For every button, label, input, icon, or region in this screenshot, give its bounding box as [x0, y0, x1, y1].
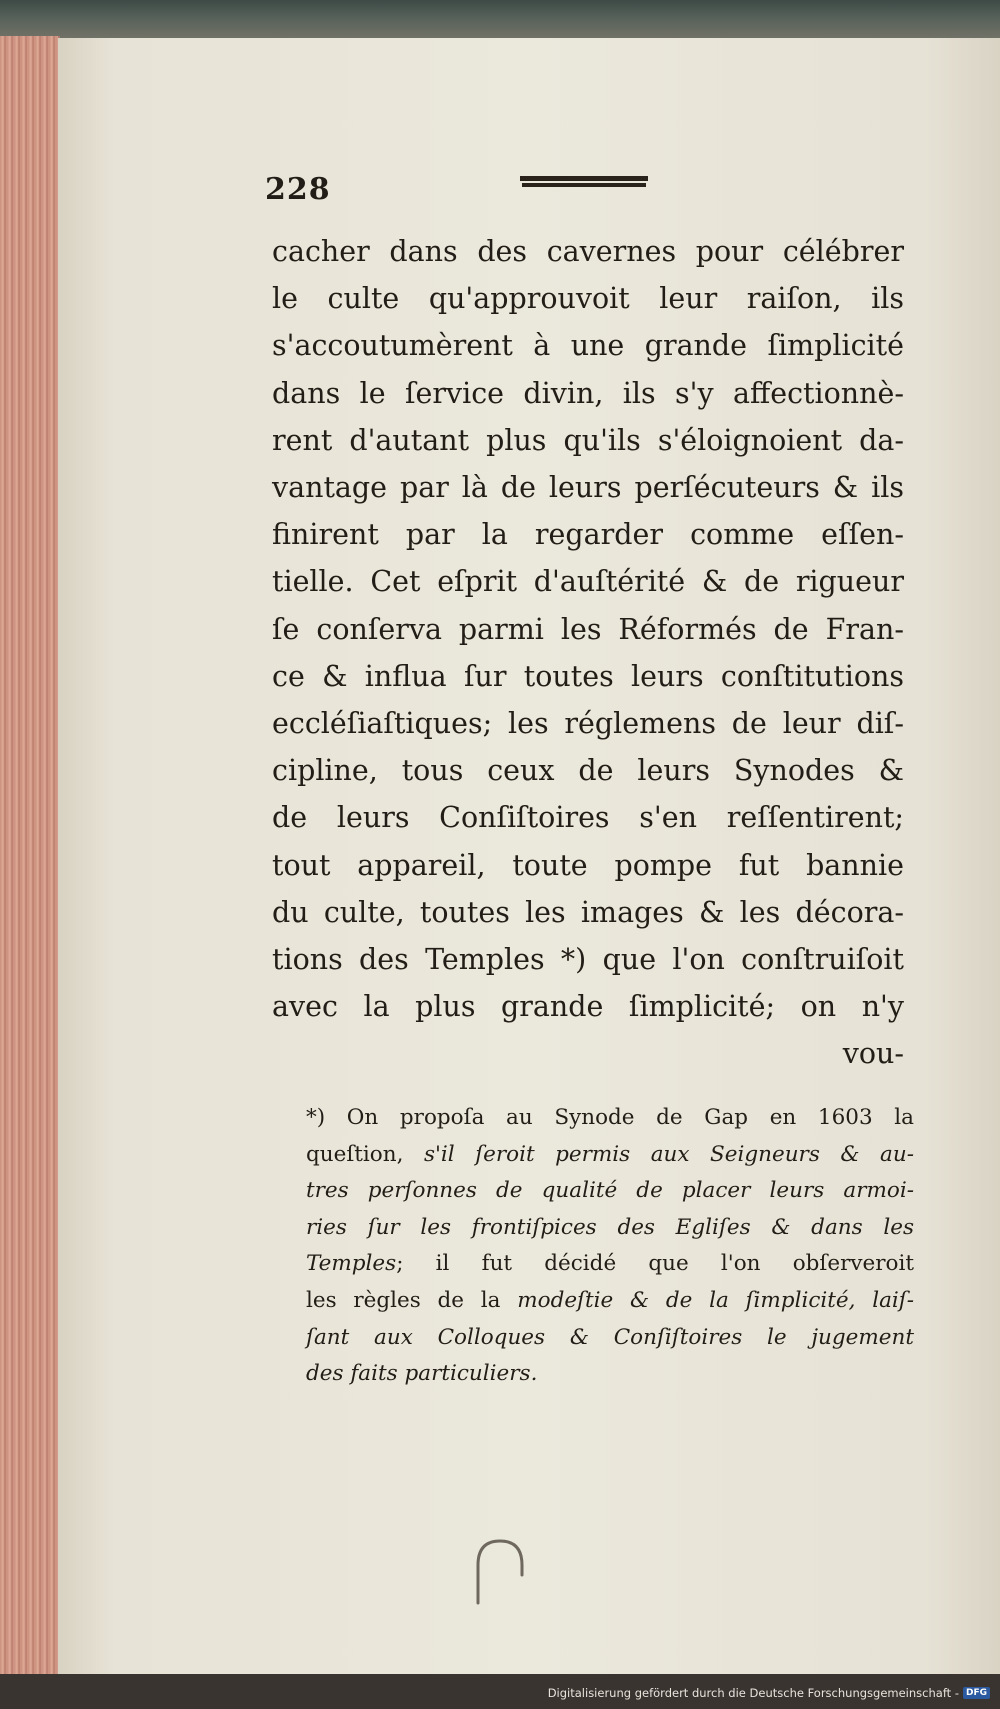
bleed-through-arch-mark — [470, 1535, 530, 1605]
text-line: rent d'autant plus qu'ils s'éloignoient da- — [272, 423, 904, 457]
credit-text: Digitalisierung gefördert durch die Deutsche Forschungsgemeinschaft - — [547, 1686, 959, 1700]
text-line: s'accoutumèrent à une grande ſimplicité — [272, 329, 904, 363]
text-line: tions des Temples *) que l'on conſtruiſoit — [272, 943, 904, 977]
footnote-block — [306, 1100, 914, 1393]
footnote-italic-text: s'il ſeroit permis aux Seigneurs & au- — [423, 1141, 914, 1167]
ornament-bar-top — [520, 176, 648, 181]
main-text-block — [272, 228, 904, 1078]
page-stack-edges — [0, 36, 60, 1676]
text-line: tielle. Cet eſprit d'auſtérité & de rigueur — [272, 565, 904, 599]
footnote-line — [306, 1356, 914, 1393]
text-line: tout appareil, toute pompe fut bannie — [272, 848, 904, 882]
footnote-line — [306, 1246, 914, 1283]
footnote-text: queſtion, — [306, 1141, 424, 1167]
text-line: eccléſiaſtiques; les réglemens de leur diſ- — [272, 707, 904, 741]
footnote-italic-text: des faits particuliers. — [306, 1361, 538, 1387]
text-line: finirent par la regarder comme eſſen- — [272, 518, 904, 552]
footnote-text: On propoſa au Synode de Gap en 1603 la — [346, 1105, 914, 1130]
footnote-italic-text: tres perſonnes de qualité de placer leurs armoi- — [306, 1178, 914, 1204]
ornament-bar-bottom — [522, 183, 646, 187]
footnote-text: ; il fut décidé que l'on obſerveroit — [396, 1251, 914, 1277]
footnote-line — [306, 1137, 914, 1174]
footnote-text: les règles de la — [306, 1287, 518, 1313]
dfg-logo-icon: DFG — [963, 1687, 990, 1699]
footnote-line — [306, 1100, 914, 1137]
text-line: cacher dans des cavernes pour célébrer — [272, 235, 904, 268]
footnote-italic-text: ſant aux Colloques & Conſiſtoires le jugement — [306, 1324, 914, 1350]
digitization-credit — [548, 1686, 990, 1700]
arch-stroke — [478, 1541, 522, 1603]
text-line: dans le ſervice divin, ils s'y affectionnè- — [272, 376, 904, 410]
footnote-line — [306, 1283, 914, 1320]
text-line: avec la plus grande ſimplicité; on n'y — [272, 990, 904, 1024]
text-line: le culte qu'approuvoit leur raiſon, ils — [272, 282, 904, 316]
footnote-italic-text: Temples — [306, 1251, 397, 1277]
text-line: cipline, tous ceux de leurs Synodes & — [272, 754, 904, 788]
text-line: ce & influa ſur toutes leurs conſtitutions — [272, 659, 904, 693]
footnote-marker: *) — [306, 1105, 326, 1130]
text-line: ſe conſerva parmi les Réformés de Fran- — [272, 612, 904, 646]
footnote-italic-text: modeſtie & de la ſimplicité, laiſ- — [517, 1287, 914, 1313]
header-rule-ornament — [520, 176, 648, 188]
footnote-line — [306, 1210, 914, 1247]
page-number: 228 — [265, 172, 331, 207]
catchword: vou- — [842, 1037, 904, 1071]
text-line: de leurs Conſiſtoires s'en reſſentirent; — [272, 801, 904, 835]
text-line: du culte, toutes les images & les décora- — [272, 895, 904, 929]
footnote-line — [306, 1320, 914, 1357]
text-line: vantage par là de leurs perſécuteurs & ils — [272, 471, 904, 505]
footnote-italic-text: ries ſur les frontiſpices des Egliſes & dans les — [306, 1214, 914, 1240]
footnote-line — [306, 1173, 914, 1210]
